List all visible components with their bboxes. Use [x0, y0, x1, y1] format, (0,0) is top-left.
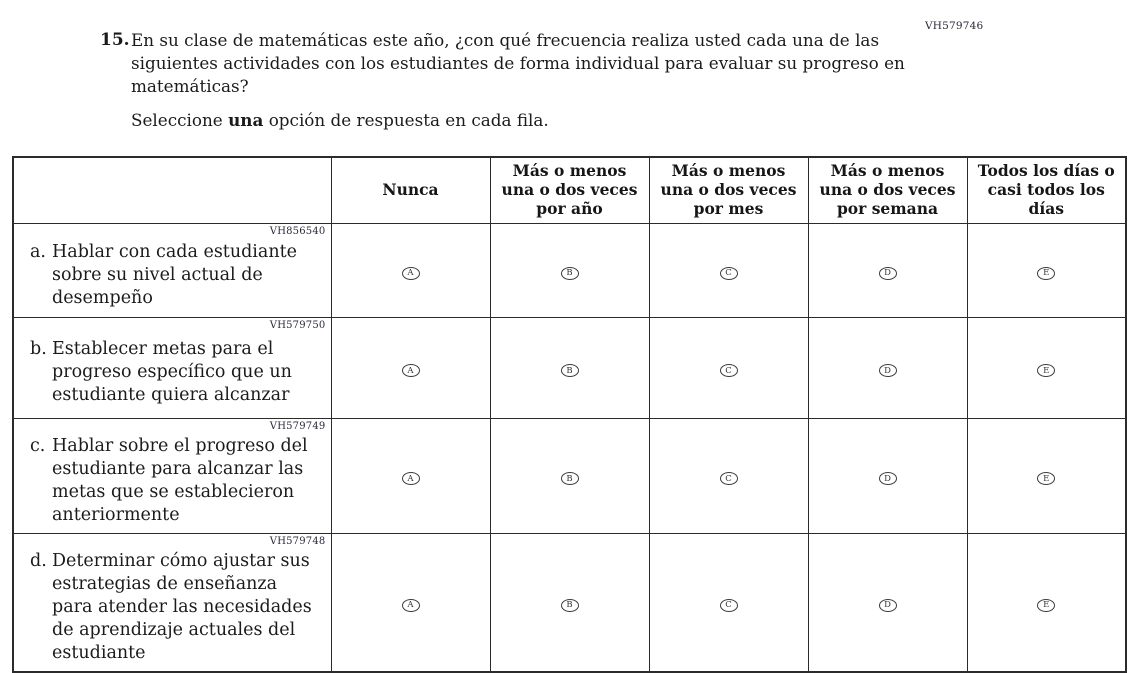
radio-bubble-c-A[interactable]: A [402, 472, 420, 485]
item-statement [30, 338, 323, 407]
column-header-1: Más o menos una o dos veces por año [490, 157, 649, 223]
matrix-body [13, 223, 1126, 672]
option-cell-d-E [967, 533, 1126, 672]
table-row-d [13, 533, 1126, 672]
option-cell-c-A [331, 418, 490, 533]
instruction-suffix: opción de respuesta en cada fila. [263, 110, 549, 130]
item-stub-cell-b [13, 317, 331, 418]
radio-bubble-c-C[interactable]: C [720, 472, 738, 485]
question-block [100, 29, 912, 132]
item-text: Determinar cómo ajustar sus estrategias de enseñanza para atender las necesidades de aprendizaje actuales del estudiante [52, 550, 312, 663]
item-letter-label: a. [30, 241, 46, 262]
option-cell-b-B [490, 317, 649, 418]
frequency-matrix-table [12, 156, 1127, 673]
option-cell-c-C [649, 418, 808, 533]
column-header-4: Todos los días o casi todos los días [967, 157, 1126, 223]
question-body [131, 29, 912, 132]
radio-bubble-d-C[interactable]: C [720, 599, 738, 612]
item-accession-code: VH856540 [269, 225, 326, 237]
question-text: En su clase de matemáticas este año, ¿con qué frecuencia realiza usted cada una de las siguientes actividades con los estudiantes de forma individual para evaluar su progreso en matemáticas? [131, 30, 905, 96]
item-stub-cell-a [13, 223, 331, 317]
item-statement [30, 550, 323, 665]
item-letter-label: b. [30, 339, 47, 359]
option-cell-d-D [808, 533, 967, 672]
option-cell-d-A [331, 533, 490, 672]
option-cell-d-B [490, 533, 649, 672]
item-text: Establecer metas para el progreso específico que un estudiante quiera alcanzar [52, 339, 292, 405]
instruction-prefix: Seleccione [131, 110, 229, 130]
option-cell-a-C [649, 223, 808, 317]
radio-bubble-c-E[interactable]: E [1037, 472, 1055, 485]
item-accession-code: VH579749 [269, 420, 326, 432]
radio-bubble-a-A[interactable]: A [402, 267, 420, 280]
table-row-b [13, 317, 1126, 418]
option-cell-c-B [490, 418, 649, 533]
radio-bubble-d-D[interactable]: D [879, 599, 897, 612]
radio-bubble-d-B[interactable]: B [561, 599, 579, 612]
table-row-c [13, 418, 1126, 533]
radio-bubble-b-A[interactable]: A [402, 364, 420, 377]
instruction-bold-word: una [228, 110, 264, 130]
radio-bubble-a-D[interactable]: D [879, 267, 897, 280]
option-cell-c-E [967, 418, 1126, 533]
radio-bubble-b-B[interactable]: B [561, 364, 579, 377]
radio-bubble-b-E[interactable]: E [1037, 364, 1055, 377]
option-cell-b-A [331, 317, 490, 418]
radio-bubble-c-B[interactable]: B [561, 472, 579, 485]
option-cell-a-A [331, 223, 490, 317]
option-cell-c-D [808, 418, 967, 533]
item-statement [30, 435, 323, 527]
question-accession-code: VH579746 [925, 20, 984, 32]
item-letter-label: c. [30, 435, 46, 456]
column-header-2: Más o menos una o dos veces por mes [649, 157, 808, 223]
radio-bubble-b-D[interactable]: D [879, 364, 897, 377]
item-statement [30, 241, 323, 310]
radio-bubble-d-E[interactable]: E [1037, 599, 1055, 612]
item-text: Hablar sobre el progreso del estudiante para alcanzar las metas que se establecieron anteriormente [52, 435, 308, 525]
item-accession-code: VH579748 [269, 535, 326, 547]
radio-bubble-b-C[interactable]: C [720, 364, 738, 377]
item-accession-code: VH579750 [269, 319, 326, 331]
item-text: Hablar con cada estudiante sobre su nivel actual de desempeño [52, 241, 297, 308]
item-stub-cell-d [13, 533, 331, 672]
item-letter-label: d. [30, 550, 47, 571]
option-cell-a-E [967, 223, 1126, 317]
option-cell-a-B [490, 223, 649, 317]
radio-bubble-a-B[interactable]: B [561, 267, 579, 280]
header-row [13, 157, 1126, 223]
option-cell-d-C [649, 533, 808, 672]
question-number: 15. [100, 30, 130, 50]
response-instruction [131, 109, 912, 132]
stub-header-cell [13, 157, 331, 223]
option-cell-b-C [649, 317, 808, 418]
item-stub-cell-c [13, 418, 331, 533]
option-cell-b-E [967, 317, 1126, 418]
radio-bubble-c-D[interactable]: D [879, 472, 897, 485]
column-header-3: Más o menos una o dos veces por semana [808, 157, 967, 223]
option-cell-a-D [808, 223, 967, 317]
column-header-0: Nunca [331, 157, 490, 223]
radio-bubble-d-A[interactable]: A [402, 599, 420, 612]
option-cell-b-D [808, 317, 967, 418]
table-row-a [13, 223, 1126, 317]
radio-bubble-a-E[interactable]: E [1037, 267, 1055, 280]
radio-bubble-a-C[interactable]: C [720, 267, 738, 280]
